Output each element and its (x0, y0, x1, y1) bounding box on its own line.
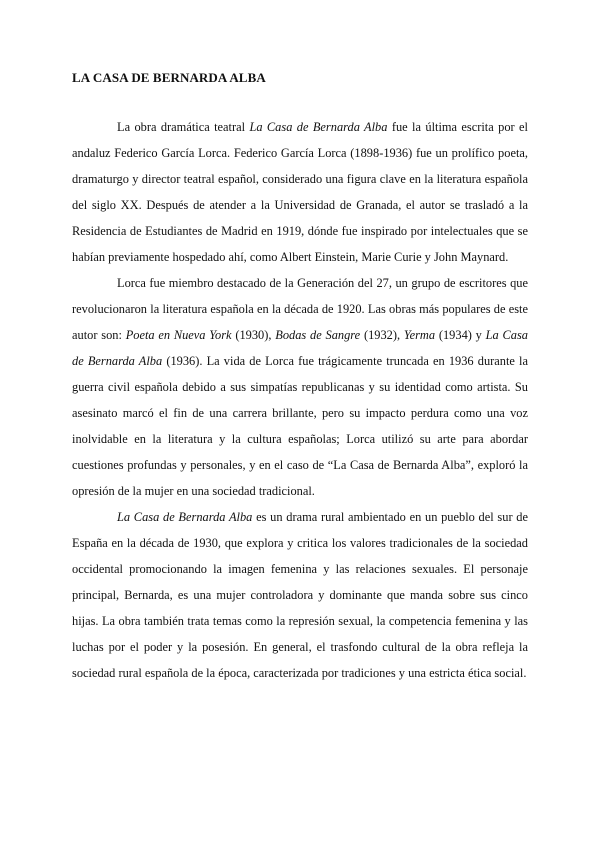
paragraph-text: fue la última escrita por el andaluz Federico García Lorca. Federico García Lorca (1898-1936) fue un prolífico poeta, dramaturgo y director teatral español, considerado una figura clave en la literatura española del siglo XX. Después de atender a la Universidad de Granada, el autor se trasladó a la Residencia de Estudiantes de Madrid en 1919, dónde fue inspirado por intelectuales que se habían previamente hospedado ahí, como Albert Einstein, Marie Curie y John Maynard. (72, 120, 528, 264)
paragraph-generation-27 (72, 270, 528, 504)
paragraph-text: Lorca fue miembro destacado de la Generación del 27, un grupo de escritores que revolucionaron la literatura española en la década de 1920. Las obras más populares de este autor son: (72, 276, 528, 342)
paragraph-intro (72, 114, 528, 270)
work-title-italic: La Casa de Bernarda Alba (72, 328, 529, 368)
paragraph-text: (1936). La vida de Lorca fue trágicamente truncada en 1936 durante la guerra civil española debido a sus simpatías republicanas y su identidad como artista. Su asesinato marcó el fin de una carrera brillante, pero su impacto perdura como una voz inolvidable en la literatura y la cultura españolas; Lorca utilizó su arte para abordar cuestiones profundas y personales, y en el caso de “La Casa de Bernarda Alba”, exploró la opresión de la mujer en una sociedad tradicional. (72, 354, 528, 498)
work-title-italic: Yerma (403, 328, 436, 342)
paragraph-drama-summary (72, 504, 528, 686)
work-title-italic: Bodas de Sangre (275, 328, 361, 342)
work-title-italic: La Casa de Bernarda Alba (249, 120, 388, 134)
paragraph-text: (1932), (360, 328, 404, 342)
document-title: LA CASA DE BERNARDA ALBA (72, 70, 266, 85)
work-title-italic: Poeta en Nueva York (125, 328, 232, 342)
paragraph-text: (1934) y (435, 328, 486, 342)
paragraph-text: es un drama rural ambientado en un pueblo del sur de España en la década de 1930, que explora y critica los valores tradicionales de la sociedad occidental promocionando la imagen femenina y las relaciones sexuales. El personaje principal, Bernarda, es una mujer controladora y dominante que manda sobre sus cinco hijas. La obra también trata temas como la represión sexual, la competencia femenina y las luchas por el poder y la posesión. En general, el trasfondo cultural de la obra refleja la sociedad rural española de la época, caracterizada por tradiciones y una estricta ética social. (72, 510, 528, 680)
paragraph-text: (1930), (231, 328, 276, 342)
work-title-italic: La Casa de Bernarda Alba (117, 510, 253, 524)
paragraph-text: La obra dramática teatral (117, 120, 250, 134)
